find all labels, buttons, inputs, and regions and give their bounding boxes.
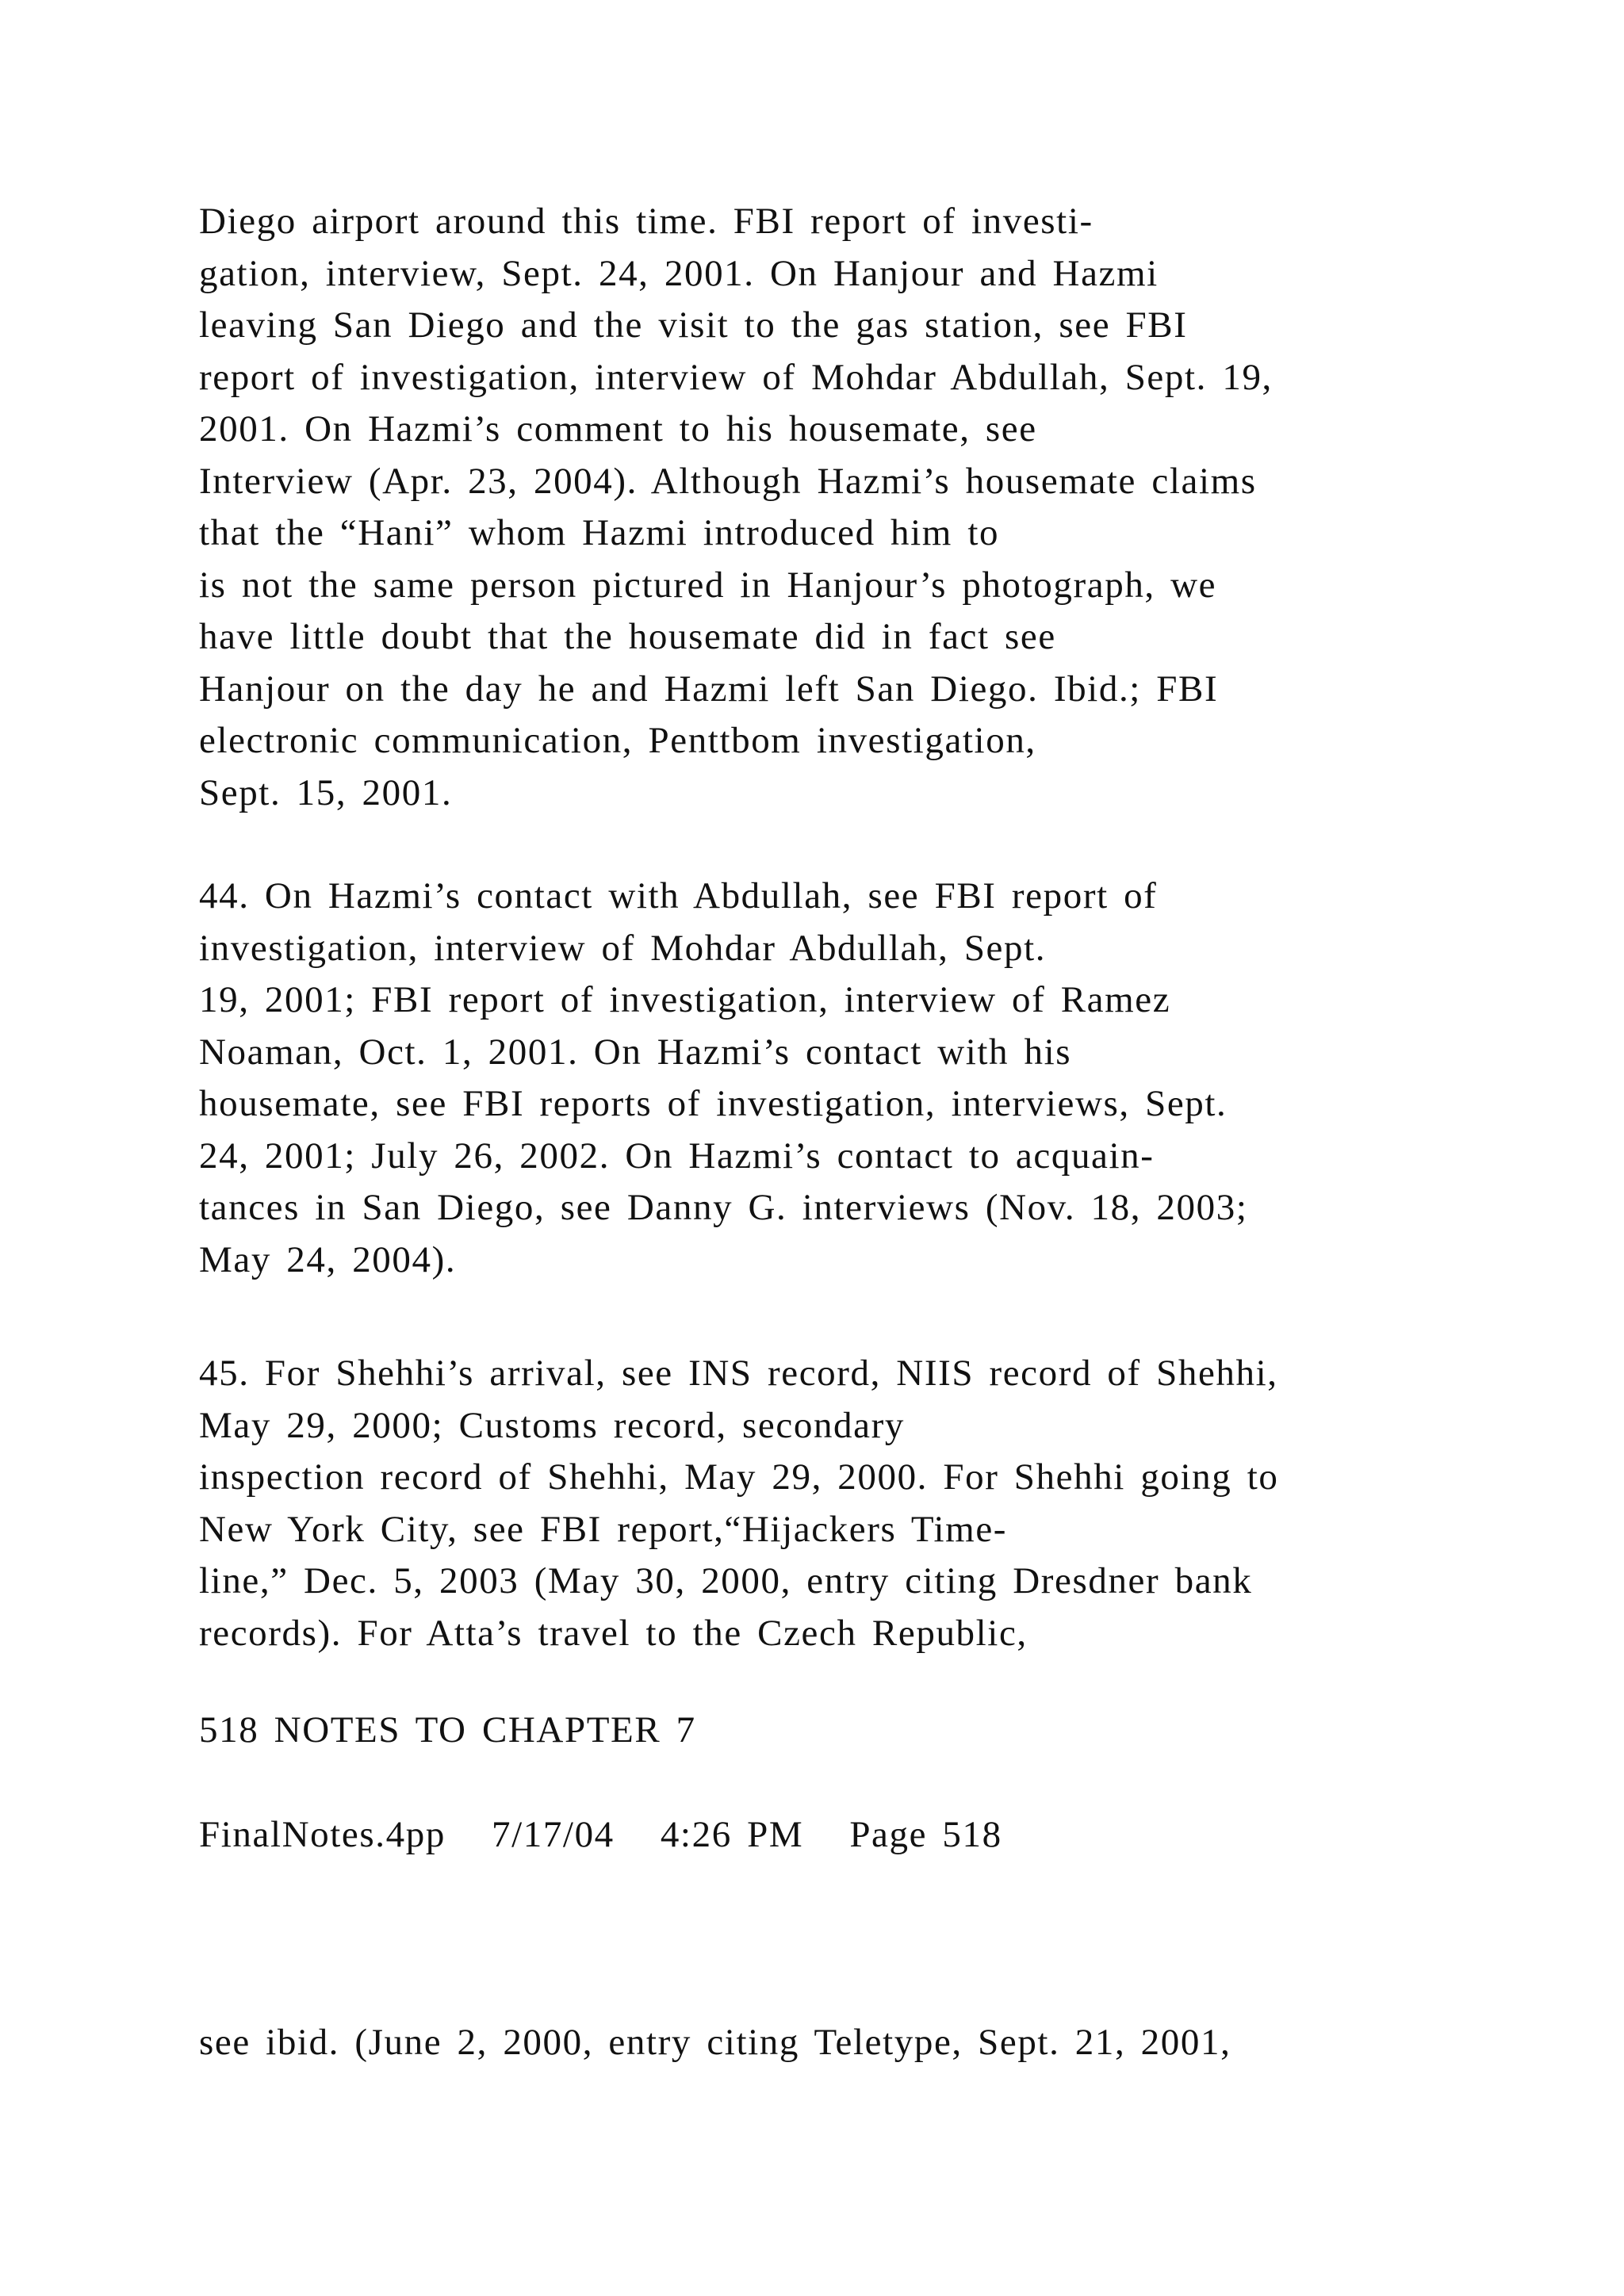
- page-footer-text: 518 NOTES TO CHAPTER 7: [199, 1709, 696, 1751]
- text-line: electronic communication, Penttbom investigation,: [199, 720, 1036, 761]
- text-line: that the “Hani” whom Hazmi introduced him to: [199, 512, 1000, 553]
- text-line: 44. On Hazmi’s contact with Abdullah, see FBI report of: [199, 875, 1158, 916]
- text-line: May 29, 2000; Customs record, secondary: [199, 1404, 905, 1446]
- text-line: Noaman, Oct. 1, 2001. On Hazmi’s contact with his: [199, 1031, 1072, 1073]
- note-45: [199, 1348, 1500, 1659]
- text-line: line,” Dec. 5, 2003 (May 30, 2000, entry citing Dresdner bank: [199, 1560, 1253, 1601]
- text-line: investigation, interview of Mohdar Abdullah, Sept.: [199, 927, 1047, 969]
- text-line: Interview (Apr. 23, 2004). Although Hazmi’s housemate claims: [199, 460, 1257, 502]
- text-line: Diego airport around this time. FBI report of investi-: [199, 201, 1094, 242]
- text-line: 45. For Shehhi’s arrival, see INS record, NIIS record of Shehhi,: [199, 1353, 1278, 1394]
- text-line: 19, 2001; FBI report of investigation, interview of Ramez: [199, 979, 1171, 1020]
- text-line: housemate, see FBI reports of investigation, interviews, Sept.: [199, 1083, 1228, 1124]
- next-page-continuation: [199, 2017, 1500, 2069]
- text-line: May 24, 2004).: [199, 1238, 457, 1280]
- text-line: is not the same person pictured in Hanjour’s photograph, we: [199, 564, 1217, 606]
- slug-text: FinalNotes.4pp 7/17/04 4:26 PM Page 518: [199, 1814, 1002, 1855]
- text-line: 2001. On Hazmi’s comment to his housemate, see: [199, 408, 1037, 450]
- text-line: see ibid. (June 2, 2000, entry citing Teletype, Sept. 21, 2001,: [199, 2022, 1231, 2063]
- print-slug: [199, 1809, 1500, 1862]
- text-line: inspection record of Shehhi, May 29, 2000. For Shehhi going to: [199, 1456, 1279, 1498]
- note-44: [199, 871, 1500, 1286]
- text-line: leaving San Diego and the visit to the gas station, see FBI: [199, 304, 1188, 346]
- text-line: Sept. 15, 2001.: [199, 771, 453, 813]
- text-line: tances in San Diego, see Danny G. interviews (Nov. 18, 2003;: [199, 1187, 1248, 1228]
- chapter-footer: [199, 1705, 1500, 1757]
- text-line: 24, 2001; July 26, 2002. On Hazmi’s contact to acquain-: [199, 1135, 1155, 1177]
- text-line: have little doubt that the housemate did in fact see: [199, 616, 1056, 657]
- text-line: Hanjour on the day he and Hazmi left San Diego. Ibid.; FBI: [199, 668, 1219, 710]
- note-43-continuation: [199, 196, 1500, 819]
- text-line: report of investigation, interview of Mohdar Abdullah, Sept. 19,: [199, 356, 1273, 398]
- text-line: gation, interview, Sept. 24, 2001. On Hanjour and Hazmi: [199, 252, 1159, 294]
- text-line: New York City, see FBI report,“Hijackers Time-: [199, 1508, 1008, 1550]
- text-line: records). For Atta’s travel to the Czech Republic,: [199, 1612, 1028, 1654]
